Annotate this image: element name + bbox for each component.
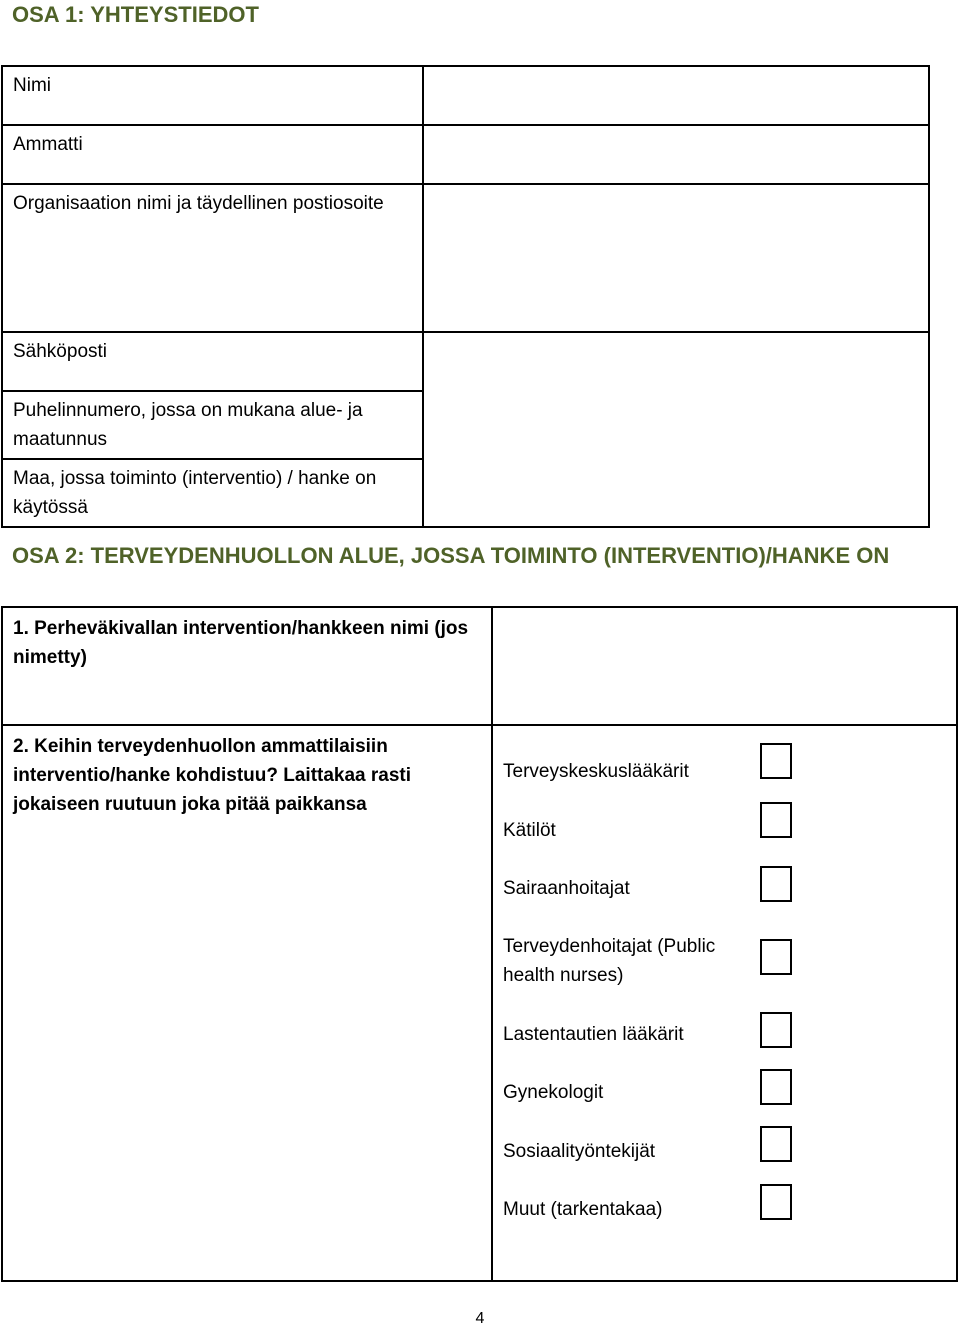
option-label: Muut (tarkentakaa) <box>503 1199 663 1220</box>
options-list <box>503 732 946 1272</box>
table-row <box>2 332 929 391</box>
section1-heading: OSA 1: YHTEYSTIEDOT <box>12 2 259 27</box>
option-public-health-nurses <box>503 932 743 990</box>
section2-heading: OSA 2: TERVEYDENHUOLLON ALUE, JOSSA TOIMINTO (INTERVENTIO)/HANKE ON <box>12 543 890 568</box>
checkbox-nurses[interactable] <box>760 866 792 902</box>
contact-info-table <box>1 65 930 528</box>
option-label: Kätilöt <box>503 820 556 841</box>
email-label: Sähköposti <box>2 332 423 391</box>
option-label: Terveyskeskuslääkärit <box>503 761 689 782</box>
intervention-name-field[interactable] <box>492 607 957 725</box>
name-field[interactable] <box>423 66 929 125</box>
table-row <box>2 66 929 125</box>
organisation-field[interactable] <box>423 184 929 332</box>
checkbox-gynaecologists[interactable] <box>760 1069 792 1105</box>
name-label: Nimi <box>2 66 423 125</box>
checkbox-other[interactable] <box>760 1184 792 1220</box>
option-nurses <box>503 874 630 903</box>
option-label: Lastentautien lääkärit <box>503 1024 684 1045</box>
organisation-label: Organisaation nimi ja täydellinen postiosoite <box>2 184 423 332</box>
option-gynaecologists <box>503 1078 603 1107</box>
profession-label: Ammatti <box>2 125 423 184</box>
option-label: Sairaanhoitajat <box>503 878 630 899</box>
target-professionals-options <box>492 725 957 1281</box>
table-row <box>2 725 957 1281</box>
phone-label: Puhelinnumero, jossa on mukana alue- ja maatunnus <box>2 391 423 459</box>
option-social-workers <box>503 1137 655 1166</box>
email-phone-country-field[interactable] <box>423 332 929 527</box>
option-midwives <box>503 816 556 845</box>
page-number: 4 <box>475 1310 485 1327</box>
checkbox-public-health-nurses[interactable] <box>760 939 792 975</box>
checkbox-midwives[interactable] <box>760 802 792 838</box>
option-other <box>503 1195 662 1224</box>
table-row <box>2 607 957 725</box>
option-label: Sosiaalityöntekijät <box>503 1141 656 1162</box>
profession-field[interactable] <box>423 125 929 184</box>
option-label: Terveydenhoitajat (Public health nurses) <box>503 936 716 986</box>
option-label: Gynekologit <box>503 1082 604 1103</box>
country-label: Maa, jossa toiminto (interventio) / hanke on käytössä <box>2 459 423 527</box>
table-row <box>2 125 929 184</box>
target-professionals-label: 2. Keihin terveydenhuollon ammattilaisiin interventio/hanke kohdistuu? Laittakaa rasti jokaiseen ruutuun joka pitää paikkansa <box>2 725 492 1281</box>
intervention-table <box>1 606 958 1282</box>
checkbox-health-centre-doctors[interactable] <box>760 743 792 779</box>
checkbox-paediatricians[interactable] <box>760 1012 792 1048</box>
table-row <box>2 184 929 332</box>
intervention-name-label: 1. Perheväkivallan intervention/hankkeen nimi (jos nimetty) <box>2 607 492 725</box>
option-paediatricians <box>503 1020 684 1049</box>
checkbox-social-workers[interactable] <box>760 1126 792 1162</box>
option-health-centre-doctors <box>503 757 689 786</box>
